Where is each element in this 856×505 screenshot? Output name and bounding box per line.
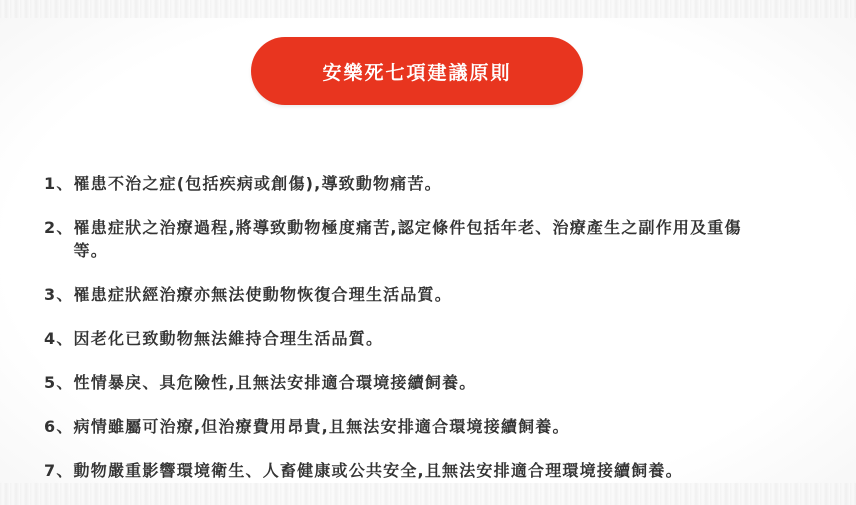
rule-text: 罹患症狀之治療過程,將導致動物極度痛苦,認定條件包括年老、治療產生之副作用及重傷等。 bbox=[73, 218, 742, 260]
rule-text: 病情雖屬可治療,但治療費用昂貴,且無法安排適合環境接續飼養。 bbox=[73, 417, 570, 436]
rule-item bbox=[44, 172, 804, 195]
rule-number: 4、 bbox=[44, 329, 74, 348]
rule-number: 6、 bbox=[44, 417, 74, 436]
rule-number: 3、 bbox=[44, 285, 74, 304]
rule-text: 罹患症狀經治療亦無法使動物恢復合理生活品質。 bbox=[73, 285, 452, 304]
rule-text: 因老化已致動物無法維持合理生活品質。 bbox=[73, 329, 384, 348]
rule-number: 2、 bbox=[44, 218, 74, 237]
paper-texture-top bbox=[0, 0, 856, 18]
rules-list bbox=[44, 172, 804, 503]
rule-item bbox=[44, 283, 804, 306]
rule-item bbox=[44, 415, 804, 438]
title-banner bbox=[251, 37, 583, 105]
rule-number: 7、 bbox=[44, 461, 74, 480]
rule-number: 5、 bbox=[44, 373, 74, 392]
rule-text: 動物嚴重影響環境衛生、人畜健康或公共安全,且無法安排適合理環境接續飼養。 bbox=[73, 461, 683, 480]
rule-text: 罹患不治之症(包括疾病或創傷),導致動物痛苦。 bbox=[73, 174, 442, 193]
paper-texture-bottom bbox=[0, 483, 856, 505]
page-title: 安樂死七項建議原則 bbox=[322, 61, 512, 84]
rule-item bbox=[44, 371, 804, 394]
rule-number: 1、 bbox=[44, 174, 74, 193]
rule-item bbox=[44, 327, 804, 350]
rule-item bbox=[44, 216, 804, 262]
rule-text: 性情暴戾、具危險性,且無法安排適合環境接續飼養。 bbox=[73, 373, 477, 392]
rule-item bbox=[44, 459, 804, 482]
